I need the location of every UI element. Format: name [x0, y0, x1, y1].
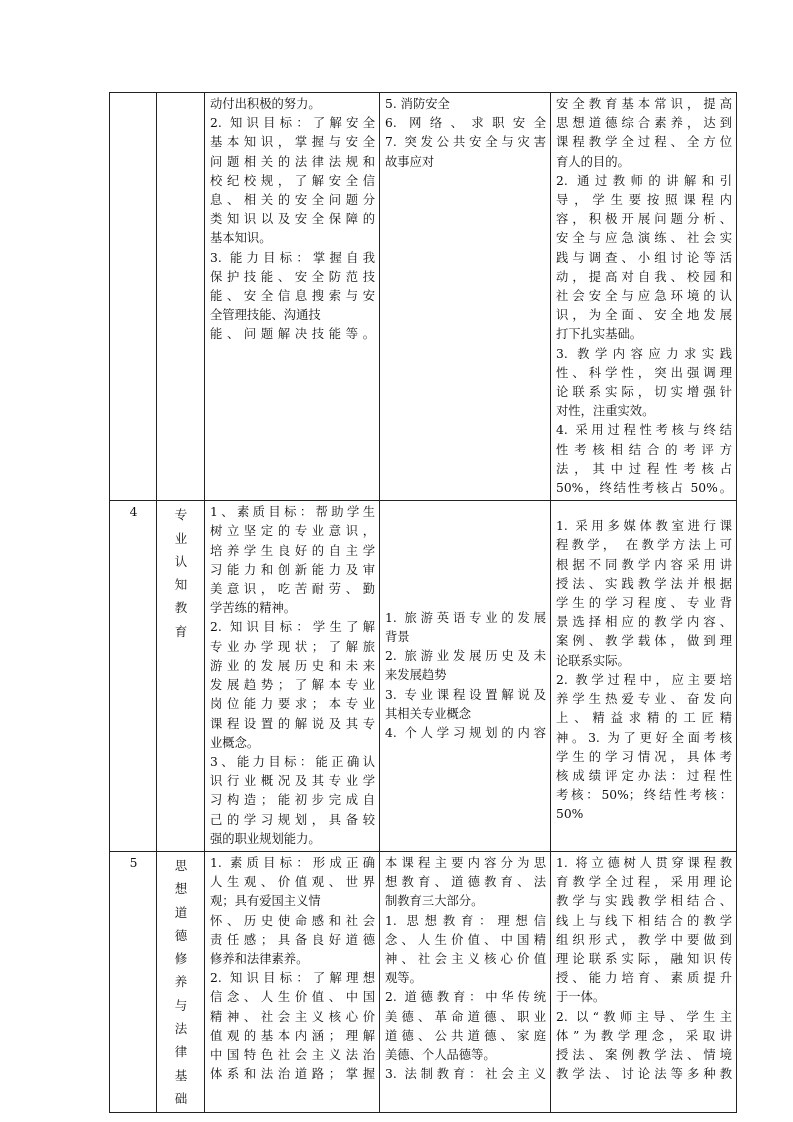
teaching-requirements-text	[556, 854, 732, 1084]
teaching-requirements-line: 学生的学习程度、专业背	[556, 596, 732, 611]
row-number: 5	[129, 855, 138, 870]
table-row	[110, 851, 737, 1112]
teaching-requirements-line: 3. 教学内容应力求实践	[556, 346, 732, 361]
course-goals-line: 基本知识。	[210, 231, 272, 246]
course-name-char: 法	[174, 1021, 188, 1036]
teaching-requirements-line: 2. 教学过程中，应主要培	[556, 672, 732, 687]
teaching-requirements-line: 于一体。	[556, 990, 606, 1005]
course-name-char: 想	[174, 881, 188, 897]
course-goals-line: 岗位能力要求；本专业	[210, 697, 375, 712]
teaching-requirements-line: 安全与应急演练、社会实	[556, 231, 732, 246]
course-content-line: 观等。	[385, 971, 422, 986]
teaching-requirements-line: 识，为全面、安全地发展	[556, 308, 732, 323]
course-name-char: 养	[174, 974, 188, 990]
teaching-requirements-line: 考核：50%；终结性考核：	[556, 788, 732, 803]
course-goals-line: 基本知识，掌握与安全	[210, 135, 375, 150]
teaching-requirements-line: 容，积极开展问题分析、	[556, 212, 732, 227]
teaching-requirements-cell	[551, 851, 737, 1112]
course-goals-line: 2. 知识目标：学生了解	[210, 620, 375, 635]
teaching-requirements-cell	[551, 501, 737, 852]
course-content-line: 美德、个人品德等。	[385, 1047, 496, 1062]
course-goals-line: 观；具有爱国主义情	[210, 894, 321, 909]
course-goals-line: 1、素质目标：帮助学生	[210, 505, 375, 520]
course-name-char: 德	[174, 927, 188, 943]
teaching-requirements-line: 根据不同教学内容采用讲	[556, 557, 732, 572]
course-goals-line: 保护技能、安全防范技	[210, 269, 375, 284]
teaching-requirements-line: 践与调查、小组讨论等活	[556, 250, 732, 265]
course-goals-cell	[205, 93, 380, 501]
teaching-requirements-line: 课程教学全过程、全方位	[556, 135, 732, 150]
course-goals-line: 信念、人生价值、中国	[210, 990, 375, 1005]
teaching-requirements-line: 法，其中过程性考核占	[556, 461, 732, 476]
course-content-line: 4. 个人学习规划的内容	[385, 726, 546, 741]
course-content-line: 3. 法制教育：社会主义	[385, 1067, 546, 1082]
teaching-requirements-line: 思想道德综合素养，达到	[556, 116, 732, 131]
teaching-requirements-line: 组织形式，教学中要做到	[556, 932, 732, 947]
course-goals-line: 3、能力目标：能正确认	[210, 754, 375, 769]
course-goals-line: 发展趋势；了解本专业	[210, 678, 375, 693]
course-goals-line: 识行业概况及其专业学	[210, 774, 375, 789]
course-content-line: 本课程主要内容分为思	[385, 855, 546, 870]
teaching-requirements-line: 教学与实践教学相结合、	[556, 894, 732, 909]
course-content-cell	[380, 93, 551, 501]
course-content-line: 道德、公共道德、家庭	[385, 1028, 546, 1043]
course-name-char: 律	[174, 1044, 188, 1060]
course-goals-line: 1. 素质目标：形成正确	[210, 855, 375, 870]
course-content-text	[385, 95, 546, 172]
course-goals-line: 培养学生良好的自主学	[210, 543, 375, 558]
teaching-requirements-line: 养学生热爱专业、奋发向	[556, 692, 732, 707]
course-content-line: 3. 专业课程设置解说及	[385, 687, 546, 702]
course-goals-line: 动付出积极的努力。	[210, 97, 321, 111]
course-goals-cell	[205, 501, 380, 852]
course-goals-line: 己的学习规划，具备较	[210, 812, 375, 827]
teaching-requirements-line: 育教学全过程，采用理论	[556, 875, 732, 890]
course-content-text	[385, 854, 546, 1084]
course-goals-line: 能、安全信息搜索与安	[210, 289, 375, 304]
teaching-requirements-line: 育人的目的。	[556, 154, 630, 169]
course-goals-line: 强的职业规划能力。	[210, 831, 321, 846]
teaching-requirements-line: 1. 将立德树人贯穿课程教	[556, 855, 732, 870]
course-name-char: 育	[174, 623, 188, 639]
course-goals-line: 息、相关的安全问题分	[210, 193, 375, 208]
course-name-char: 知	[174, 577, 188, 593]
course-goals-line: 能、问题解决技能等。	[210, 327, 375, 342]
teaching-requirements-line: 授法、实践教学法并根据	[556, 576, 732, 591]
course-goals-line: 全管理技能、沟通技	[210, 308, 321, 323]
course-content-line: 美德、革命道德、职业	[385, 1009, 546, 1024]
course-content-line: 6. 网络、求职安全	[385, 116, 546, 131]
course-goals-line: 美意识，吃苦耐劳、勤	[210, 582, 375, 597]
teaching-requirements-line: 动，提高对自我、校园和	[556, 269, 732, 284]
course-name-char: 础	[174, 1090, 188, 1106]
course-content-line: 1. 旅游英语专业的发展	[385, 610, 546, 625]
row-number-cell	[110, 501, 157, 852]
course-content-cell	[380, 501, 551, 852]
teaching-requirements-line: 打下扎实基础。	[556, 327, 643, 342]
teaching-requirements-text	[556, 95, 732, 498]
teaching-requirements-line: 授、能力培育、素质提升	[556, 971, 732, 986]
teaching-requirements-line: 50%	[556, 807, 584, 822]
teaching-requirements-line: 导，学生要按照课程内	[556, 193, 732, 208]
course-goals-line: 校纪校规，了解安全信	[210, 173, 375, 188]
table-body	[110, 93, 737, 1113]
course-goals-line: 怀、历史使命感和社会	[210, 913, 375, 928]
course-goals-line: 业概念。	[210, 735, 260, 750]
course-name-char: 与	[174, 997, 188, 1013]
teaching-requirements-line: 安全教育基本常识，提高	[556, 97, 732, 111]
course-content-line: 来发展趋势	[385, 668, 447, 683]
teaching-requirements-line: 4. 采用过程性考核与终结	[556, 423, 732, 438]
course-name-char: 认	[174, 553, 188, 569]
course-goals-line: 游业的发展历史和未来	[210, 658, 375, 673]
course-goals-line: 类知识以及安全保障的	[210, 212, 375, 227]
course-goals-line: 树立坚定的专业意识，	[210, 524, 375, 539]
course-goals-text	[210, 95, 375, 345]
course-name-char: 道	[174, 904, 188, 920]
table-row	[110, 501, 737, 852]
row-number: 4	[129, 505, 138, 520]
course-content-line: 念、人生价值、中国精	[385, 932, 546, 947]
course-goals-cell	[205, 851, 380, 1112]
row-number-cell	[110, 851, 157, 1112]
course-goals-line: 精神、社会主义核心价	[210, 1009, 375, 1024]
teaching-requirements-line: 50%，终结性考核占 50%。	[556, 481, 732, 496]
course-name-char: 专	[174, 507, 188, 523]
teaching-requirements-line: 景选择相应的教学内容、	[556, 615, 732, 630]
course-content-text	[385, 503, 546, 849]
course-goals-line: 课程设置的解说及其专	[210, 716, 375, 731]
course-content-line: 故事应对	[385, 154, 435, 169]
teaching-requirements-line: 性、科学性，突出强调理	[556, 365, 732, 380]
course-content-line: 想教育、道德教育、法	[385, 875, 546, 890]
course-content-line: 背景	[385, 630, 410, 645]
course-content-line: 2. 道德教育：中华传统	[385, 990, 546, 1005]
teaching-requirements-line: 体”为教学理念，采取讲	[556, 1028, 732, 1043]
course-content-line: 制教育三大部分。	[385, 894, 484, 909]
teaching-requirements-line: 对性，注重实效。	[556, 404, 655, 419]
teaching-requirements-line: 2. 以“教师主导、学生主	[556, 1009, 732, 1024]
teaching-requirements-line: 论联系实际，切实增强针	[556, 385, 732, 400]
course-goals-text	[210, 854, 375, 1084]
course-content-cell	[380, 851, 551, 1112]
course-goals-line: 3. 能力目标：掌握自我	[210, 250, 375, 265]
teaching-requirements-line: 性考核相结合的考评方	[556, 442, 732, 457]
course-goals-line: 值观的基本内涵；理解	[210, 1028, 375, 1043]
course-name-char: 修	[174, 951, 188, 967]
course-goals-line: 习能力和创新能力及审	[210, 562, 375, 577]
course-content-line: 5. 消防安全	[385, 97, 450, 111]
teaching-requirements-line: 学生的学习情况，具体考	[556, 749, 732, 764]
teaching-requirements-line: 2. 通过教师的讲解和引	[556, 173, 732, 188]
course-goals-line: 2. 知识目标：了解安全	[210, 116, 375, 131]
course-name-char: 基	[174, 1067, 188, 1083]
teaching-requirements-line: 线上与线下相结合的教学	[556, 913, 732, 928]
teaching-requirements-line: 案例、教学载体，做到理	[556, 634, 732, 649]
course-name-cell	[157, 851, 205, 1112]
course-goals-line: 学苦练的精神。	[210, 601, 297, 616]
course-content-line: 2. 旅游业发展历史及未	[385, 649, 546, 664]
teaching-requirements-line: 核成绩评定办法：过程性	[556, 768, 732, 783]
teaching-requirements-line: 神。3. 为了更好全面考核	[556, 730, 732, 745]
course-goals-text	[210, 503, 375, 849]
course-name-cell	[157, 93, 205, 501]
teaching-requirements-line: 社会安全与应急环境的认	[556, 289, 732, 304]
course-goals-line: 体系和法治道路；掌握	[210, 1067, 375, 1082]
course-name-char: 思	[174, 857, 188, 873]
course-goals-line: 修养和法律素养。	[210, 951, 309, 966]
teaching-requirements-line: 程教学， 在教学方法上可	[556, 538, 732, 553]
teaching-requirements-line: 论联系实际。	[556, 653, 630, 668]
course-goals-line: 专业办学现状；了解旅	[210, 639, 375, 654]
course-goals-line: 2. 知识目标：了解理想	[210, 971, 375, 986]
course-name-char: 业	[174, 530, 188, 546]
course-goals-line: 人生观、价值观、世界	[210, 875, 375, 890]
teaching-requirements-cell	[551, 93, 737, 501]
teaching-requirements-line: 教学法、讨论法等多种教	[556, 1067, 732, 1082]
course-name-char: 教	[174, 600, 188, 616]
teaching-requirements-line: 上、精益求精的工匠精	[556, 711, 732, 726]
teaching-requirements-line: 理论联系实际，融知识传	[556, 951, 732, 966]
course-goals-line: 责任感；具备良好道德	[210, 932, 375, 947]
table-row	[110, 93, 737, 501]
course-content-line: 神、社会主义核心价值	[385, 951, 546, 966]
teaching-requirements-line: 1. 采用多媒体教室进行课	[556, 519, 732, 534]
teaching-requirements-line: 授法、案例教学法、情境	[556, 1047, 732, 1062]
row-number-cell	[110, 93, 157, 501]
course-content-line: 7. 突发公共安全与灾害	[385, 135, 546, 150]
curriculum-table	[109, 92, 737, 1113]
course-name-cell	[157, 501, 205, 852]
teaching-requirements-text	[556, 503, 732, 863]
course-content-line: 其相关专业概念	[385, 706, 472, 721]
course-goals-line: 中国特色社会主义法治	[210, 1047, 375, 1062]
course-goals-line: 习构造；能初步完成自	[210, 793, 375, 808]
course-goals-line: 问题相关的法律法规和	[210, 154, 375, 169]
course-content-line: 1. 思想教育：理想信	[385, 913, 546, 928]
